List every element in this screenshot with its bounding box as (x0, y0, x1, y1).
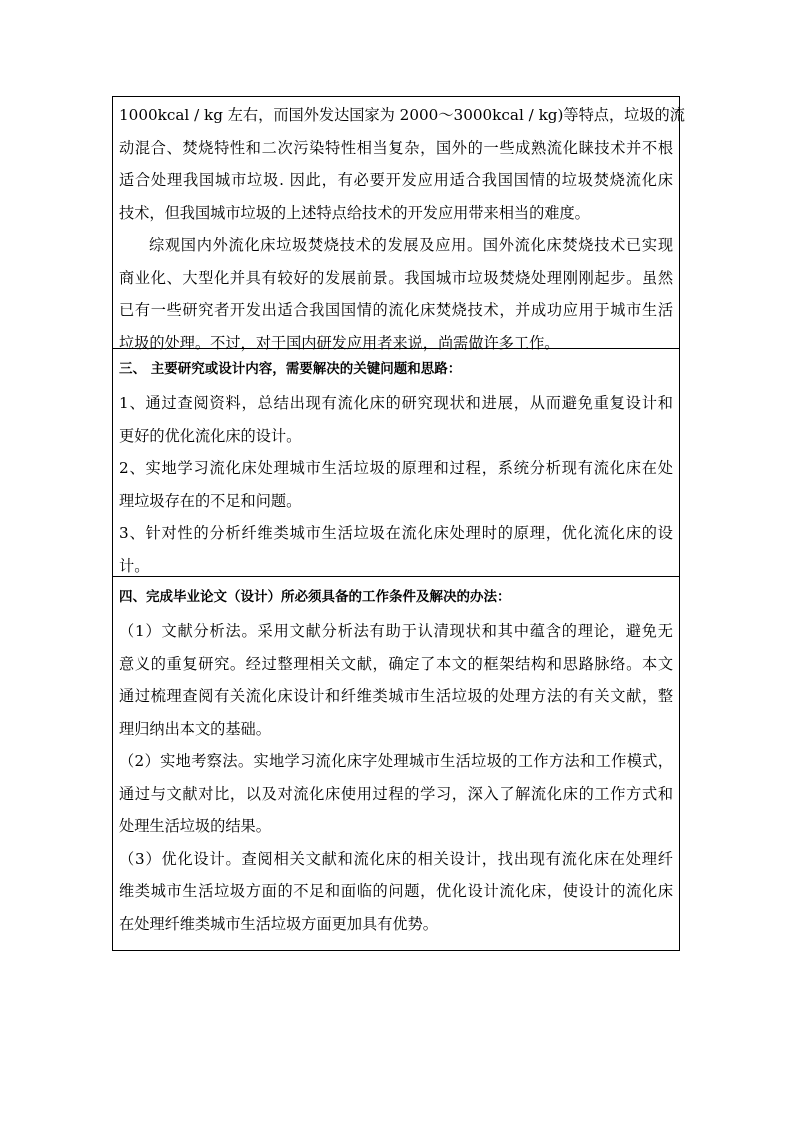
body-line: 适合处理我国城市垃圾. 因此，有必要开发应用适合我国国情的垃圾焚烧流化床 (119, 171, 673, 189)
body-line: 技术，但我国城市垃圾的上述特点给技术的开发应用带来相当的难度。 (119, 203, 590, 222)
body-line: 通过与文献对比，以及对流化床使用过程的学习，深入了解流化床的工作方式和 (119, 784, 673, 803)
body-line: 商业化、大型化并具有较好的发展前景。我国城市垃圾焚烧处理刚刚起步。虽然 (119, 268, 673, 287)
body-line: 在处理纤维类城市生活垃圾方面更加具有优势。 (119, 914, 438, 933)
body-line: （1）文献分析法。采用文献分析法有助于认清现状和其中蕴含的理论，避免无 (119, 622, 673, 640)
body-line: 计。 (119, 556, 150, 575)
body-line: 垃圾的处理。不过，对于国内研发应用者来说，尚需做许多工作。 (119, 333, 560, 352)
research-content-cell (113, 348, 679, 576)
body-line: 动混合、焚烧特性和二次污染特性相当复杂，国外的一些成熟流化睐技术并不根 (119, 138, 673, 157)
body-line: 处理生活垃圾的结果。 (119, 817, 271, 835)
body-line: （3）优化设计。查阅相关文献和流化床的相关设计，找出现有流化床在处理纤 (119, 849, 673, 868)
work-conditions-cell (113, 576, 679, 950)
body-line: 意义的重复研究。经过整理相关文献，确定了本文的框架结构和思路脉络。本文 (119, 654, 673, 673)
body-line: 维类城市生活垃圾方面的不足和面临的问题，优化设计流化床，使设计的流化床 (119, 882, 673, 900)
body-line: 更好的优化流化床的设计。 (119, 426, 302, 445)
body-line: 理归纳出本文的基础。 (119, 719, 271, 738)
background-cell (113, 97, 685, 352)
body-line: （2）实地考察法。实地学习流化床字处理城市生活垃圾的工作方法和工作模式， (119, 752, 673, 770)
body-line: 1000kcal / kg 左右，而国外发达国家为 2000～3000kcal / kg)等特点，垃圾的流 (119, 106, 685, 124)
section-heading: 三、 主要研究或设计内容，需要解决的关键问题和思路： (119, 361, 462, 377)
body-line: 已有一些研究者开发出适合我国国情的流化床焚烧技术，并成功应用于城市生活 (119, 301, 673, 319)
body-line: 综观国内外流化床垃圾焚烧技术的发展及应用。国外流化床焚烧技术已实现 (149, 236, 673, 254)
body-line: 2、实地学习流化床处理城市生活垃圾的原理和过程，系统分析现有流化床在处 (119, 459, 673, 477)
body-line: 3、针对性的分析纤维类城市生活垃圾在流化床处理时的原理，优化流化床的设 (119, 524, 673, 542)
body-line: 1、通过查阅资料，总结出现有流化床的研究现状和进展，从而避免重复设计和 (119, 394, 673, 412)
body-line: 通过梳理查阅有关流化床设计和纤维类城市生活垃圾的处理方法的有关文献，整 (119, 687, 673, 705)
section-heading: 四、完成毕业论文（设计）所必须具备的工作条件及解决的办法： (119, 589, 511, 605)
proposal-table (112, 96, 685, 951)
body-line: 理垃圾存在的不足和问题。 (119, 491, 302, 510)
